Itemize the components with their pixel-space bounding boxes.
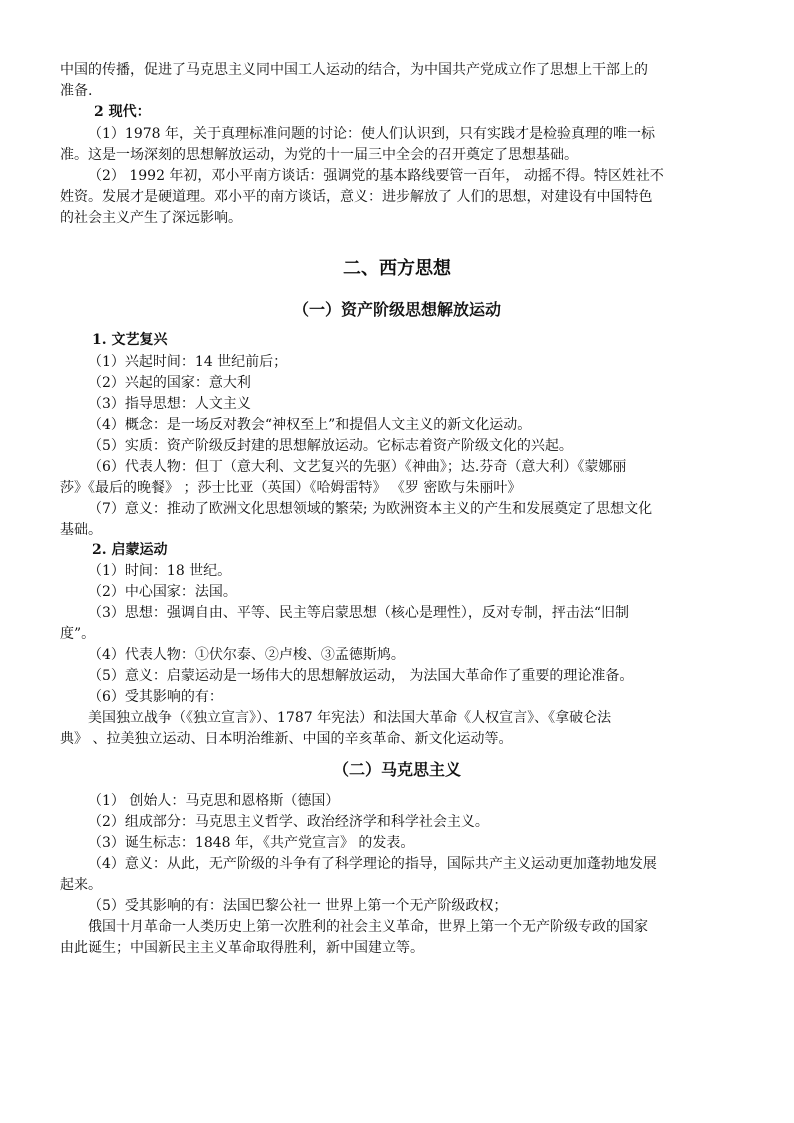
paragraph-line: （5）意义：启蒙运动是一场伟大的思想解放运动， 为法国大革命作了重要的理论准备。 xyxy=(88,668,634,684)
paragraph-line: 中国的传播，促进了马克思主义同中国工人运动的结合，为中国共产党成立作了思想上干部上的 xyxy=(60,62,648,78)
paragraph-line: 准备. xyxy=(60,83,93,99)
paragraph-line: 由此诞生；中国新民主主义革命取得胜利，新中国建立等。 xyxy=(60,940,424,956)
paragraph-line: 基础。 xyxy=(60,522,102,538)
paragraph-line: （1）兴起时间：14 世纪前后； xyxy=(88,354,288,370)
paragraph-line: （7）意义：推动了欧洲文化思想领域的繁荣; 为欧洲资本主义的产生和发展奠定了思想文化 xyxy=(88,501,653,517)
paragraph-line: （4）意义：从此，无产阶级的斗争有了科学理论的指导，国际共产主义运动更加蓬勃地发展 xyxy=(88,856,657,872)
paragraph-line: 美国独立战争（《独立宣言》）、1787 年宪法）和法国大革命《人权宣言》、《拿破仑法 xyxy=(88,710,612,726)
paragraph-line: （4）代表人物：①伏尔泰、②卢梭、③孟德斯鸠。 xyxy=(88,647,405,663)
paragraph-line: （2）中心国家：法国。 xyxy=(88,584,237,600)
section-title-marxism: （二）马克思主义 xyxy=(332,760,461,779)
paragraph-line: （1） 创始人：马克思和恩格斯（德国） xyxy=(88,793,340,809)
paragraph-line: 俄国十月革命一人类历史上第一次胜利的社会主义革命，世界上第一个无产阶级专政的国家 xyxy=(88,919,648,935)
paragraph-line: （6）代表人物：但丁（意大利、文艺复兴的先驱）《神曲》；达.芬奇（意大利）《蒙娜丽 xyxy=(88,459,627,475)
paragraph-line: （5）受其影响的有：法国巴黎公社一 世界上第一个无产阶级政权； xyxy=(88,898,508,914)
paragraph-line: （2） 1992 年初，邓小平南方谈话：强调党的基本路线要管一百年， 动摇不得。特区姓社不 xyxy=(88,168,664,184)
paragraph-line: （3）指导思想：人文主义 xyxy=(88,396,251,412)
paragraph-line: （2）组成部分：马克思主义哲学、政治经济学和科学社会主义。 xyxy=(88,814,489,830)
paragraph-line: （3）思想：强调自由、平等、民主等启蒙思想（核心是理性），反对专制，抨击法“旧制 xyxy=(88,605,630,621)
paragraph-line: 度”。 xyxy=(60,626,96,642)
paragraph-line: 典》 、拉美独立运动、日本明治维新、中国的辛亥革命、新文化运动等。 xyxy=(60,731,513,747)
paragraph-line: （6）受其影响的有： xyxy=(88,689,223,705)
paragraph-line: 准。这是一场深刻的思想解放运动，为党的十一届三中全会的召开奠定了思想基础。 xyxy=(60,147,578,163)
paragraph-line: 起来。 xyxy=(60,877,102,893)
paragraph-line: 的社会主义产生了深远影响。 xyxy=(60,210,242,226)
paragraph-line: 莎》《最后的晚餐》 ；莎士比亚（英国）《哈姆雷特》 《罗 密欧与朱丽叶》 xyxy=(60,480,522,496)
section-heading-modern: 2 现代： xyxy=(94,104,151,120)
paragraph-line: 姓资。发展才是硬道理。邓小平的南方谈话，意义：进步解放了 人们的思想，对建设有中国特色 xyxy=(60,189,653,205)
subsection-heading-renaissance: 1. 文艺复兴 xyxy=(92,332,168,348)
paragraph-line: （1）1978 年，关于真理标准问题的讨论：使人们认识到，只有实践才是检验真理的唯一标 xyxy=(88,126,655,142)
subsection-heading-enlightenment: 2. 启蒙运动 xyxy=(92,542,168,558)
paragraph-line: （4）概念：是一场反对教会“神权至上”和提倡人文主义的新文化运动。 xyxy=(88,417,532,433)
paragraph-line: （1）时间：18 世纪。 xyxy=(88,563,232,579)
paragraph-line: （3）诞生标志：1848 年，《共产党宣言》 的发表。 xyxy=(88,835,415,851)
chapter-title-western-thought: 二、西方思想 xyxy=(343,258,451,279)
paragraph-line: （5）实质：资产阶级反封建的思想解放运动。它标志着资产阶级文化的兴起。 xyxy=(88,438,573,454)
paragraph-line: （2）兴起的国家：意大利 xyxy=(88,375,251,391)
section-title-bourgeois-liberation: （一）资产阶级思想解放运动 xyxy=(292,300,501,319)
